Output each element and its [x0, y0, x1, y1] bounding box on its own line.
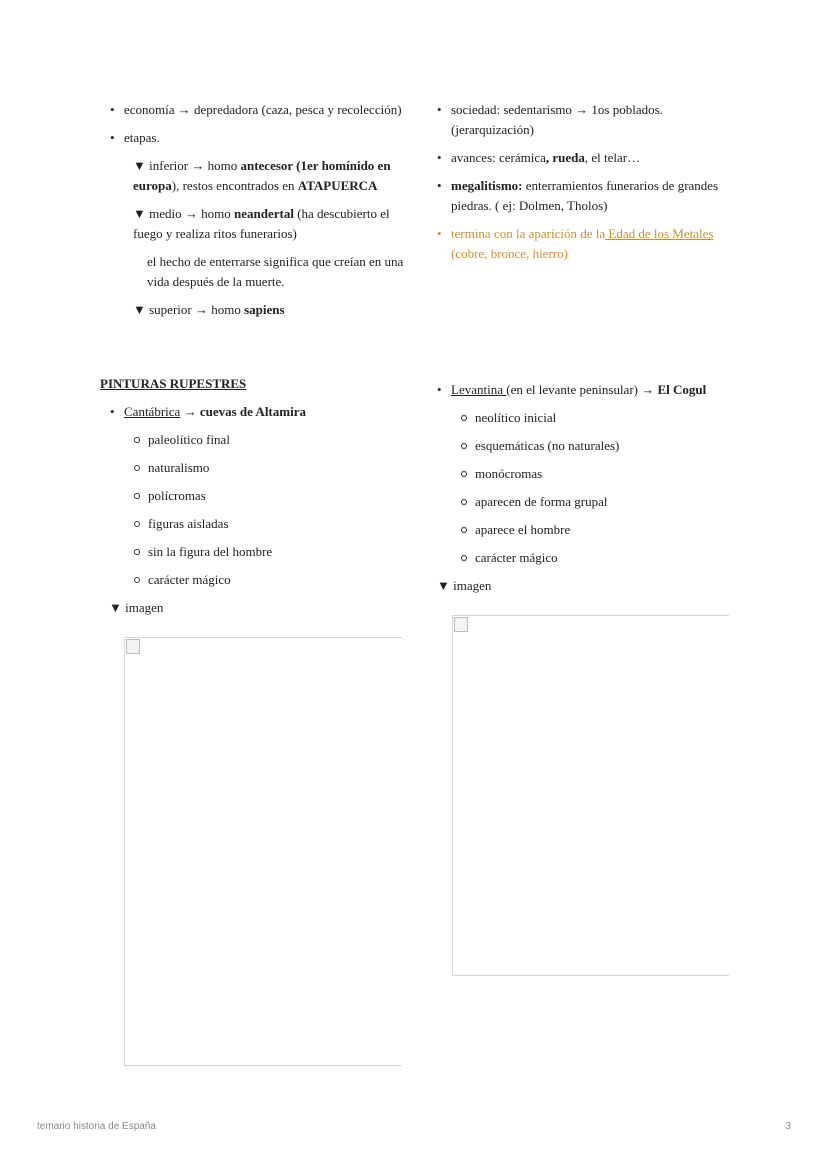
toggle-triangle-icon[interactable]: ▼: [133, 206, 150, 221]
list-item: • Levantina (en el levante peninsular) → El Cogul: [437, 382, 707, 397]
sub-list-item: [475, 520, 741, 540]
item-text: aparecen de forma grupal: [475, 494, 608, 509]
item-text: sin la figura del hombre: [148, 544, 273, 559]
list-item: • sociedad: sedentarismo → 1os poblados. (jerarquización): [437, 102, 663, 137]
levantina-list: [437, 380, 741, 568]
toggle-triangle-icon[interactable]: ▼: [109, 600, 126, 615]
broken-image-icon: [126, 639, 140, 654]
text: enterramientos funerarios de grandes piedras. ( ej: Dolmen, Tholos): [451, 178, 719, 213]
list-item: • economía → depredadora (caza, pesca y recolección): [110, 102, 402, 117]
circle-bullet-icon: [134, 437, 140, 443]
right-top-list: [437, 100, 731, 264]
footer-title: temario historia de España: [37, 1121, 156, 1132]
text: cuevas de Altamira: [199, 404, 306, 419]
toggle-medio[interactable]: [133, 204, 404, 244]
toggle-triangle-icon[interactable]: ▼: [133, 302, 150, 317]
toggle-imagen-left[interactable]: [109, 598, 163, 618]
toggle-label: imagen: [453, 578, 492, 593]
sub-list-item: [475, 492, 741, 512]
item-text: sociedad: sedentarismo → 1os poblados. (jerarquización): [451, 102, 663, 137]
circle-bullet-icon: [461, 555, 467, 561]
levantina-link[interactable]: Levantina: [451, 382, 507, 397]
text: →: [180, 404, 200, 419]
sub-list-item: [148, 430, 404, 450]
text: avances: cerámica: [451, 150, 546, 165]
text: medio → homo: [149, 206, 234, 221]
item-text: carácter mágico: [148, 572, 231, 587]
text: (ha descubierto el fuego y realiza ritos funerarios): [133, 206, 390, 241]
text: , rueda: [545, 150, 585, 165]
circle-bullet-icon: [461, 499, 467, 505]
item-text: neolítico inicial: [475, 410, 557, 425]
sub-list-item: [148, 570, 404, 590]
list-item: • avances: cerámica, rueda, el telar…: [437, 150, 641, 165]
text: antecesor (1er homínido en europa: [133, 158, 391, 193]
circle-bullet-icon: [134, 521, 140, 527]
list-item: • termina con la aparición de la Edad de los Metales (cobre, bronce, hierro): [437, 226, 714, 261]
toggle-triangle-icon[interactable]: ▼: [437, 578, 454, 593]
toggle-inferior[interactable]: [133, 156, 404, 196]
page-number: 3: [785, 1121, 791, 1132]
item-text: monócromas: [475, 466, 543, 481]
toggle-imagen-right[interactable]: [437, 576, 491, 596]
text: El Cogul: [657, 382, 707, 397]
circle-bullet-icon: [461, 471, 467, 477]
circle-bullet-icon: [134, 577, 140, 583]
toggle-triangle-icon[interactable]: ▼: [133, 158, 150, 173]
item-text: figuras aisladas: [148, 516, 229, 531]
text: ), restos encontrados en: [171, 178, 298, 193]
circle-bullet-icon: [461, 527, 467, 533]
circle-bullet-icon: [461, 415, 467, 421]
sub-list-item: [148, 486, 404, 506]
text: megalitismo:: [451, 178, 523, 193]
sub-list-item: [475, 464, 741, 484]
circle-bullet-icon: [134, 465, 140, 471]
item-text: esquemáticas (no naturales): [475, 438, 620, 453]
item-text: economía → depredadora (caza, pesca y recolección): [124, 102, 402, 117]
list-item: • Cantábrica → cuevas de Altamira: [110, 404, 306, 419]
text: (en el levante peninsular) →: [506, 382, 658, 397]
circle-bullet-icon: [461, 443, 467, 449]
text: termina con la aparición de la: [451, 226, 606, 241]
broken-image-icon: [454, 617, 468, 632]
toggle-label: imagen: [125, 600, 164, 615]
sub-list-item: [148, 458, 404, 478]
item-text: naturalismo: [148, 460, 210, 475]
toggle-superior[interactable]: [133, 300, 404, 320]
text: superior → homo: [149, 302, 245, 317]
item-text: carácter mágico: [475, 550, 558, 565]
text: sapiens: [244, 302, 285, 317]
edad-metales-link[interactable]: Edad de los Metales: [605, 226, 714, 241]
left-top-list: [110, 100, 404, 320]
circle-bullet-icon: [134, 549, 140, 555]
text: inferior → homo: [149, 158, 241, 173]
section-heading: PINTURAS RUPESTRES: [100, 376, 247, 391]
list-item: • megalitismo: enterramientos funerarios de grandes piedras. ( ej: Dolmen, Tholos): [437, 178, 719, 213]
broken-image-left: [124, 637, 402, 1066]
toggle-content: el hecho de enterrarse significa que creían en una vida después de la muerte.: [147, 254, 404, 289]
text: , el telar…: [584, 150, 641, 165]
item-text: polícromas: [148, 488, 206, 503]
sub-list-item: [475, 436, 741, 456]
list-item: • etapas.: [110, 130, 160, 145]
item-text: aparece el hombre: [475, 522, 571, 537]
sub-list-item: [148, 514, 404, 534]
sub-list-item: [475, 548, 741, 568]
cantabrica-list: [110, 402, 404, 590]
text: ATAPUERCA: [297, 178, 378, 193]
text: (cobre, bronce, hierro): [451, 246, 568, 261]
sub-list-item: [475, 408, 741, 428]
text: neandertal: [233, 206, 294, 221]
cantabrica-link[interactable]: Cantábrica: [124, 404, 181, 419]
item-text: etapas.: [124, 130, 160, 145]
item-text: paleolítico final: [148, 432, 230, 447]
circle-bullet-icon: [134, 493, 140, 499]
sub-list-item: [148, 542, 404, 562]
broken-image-right: [452, 615, 729, 976]
